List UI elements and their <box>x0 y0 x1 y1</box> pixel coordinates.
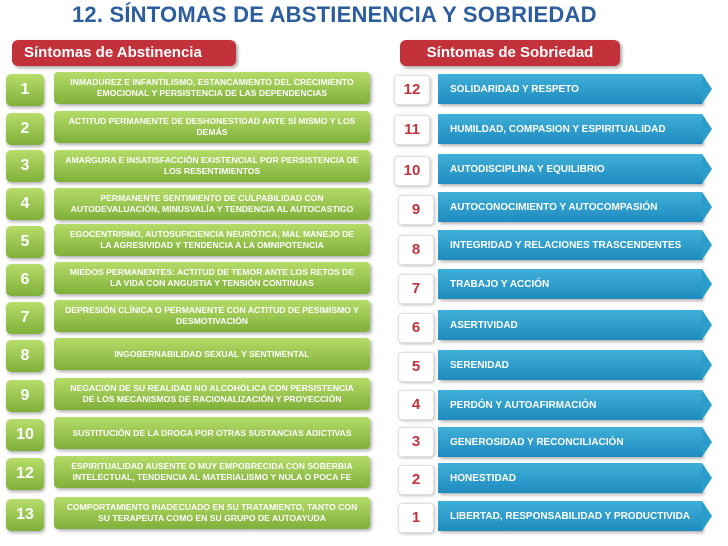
abstinence-item: PERMANENTE SENTIMIENTO DE CULPABILIDAD CON AUTODEVALUACIÓN, MINUSVALÍA Y TENDENCIA AL AUTOCASTIGO <box>54 188 370 220</box>
abstinence-header: Síntomas de Abstinencia <box>12 40 236 66</box>
abstinence-item: INMADUREZ E INFANTILISMO, ESTANCAMIENTO DEL CRECIMIENTO EMOCIONAL Y PERSISTENCIA DE LAS DEPENDENCIAS <box>54 72 370 104</box>
sobriety-number: 8 <box>398 235 434 265</box>
sobriety-number: 9 <box>398 195 434 225</box>
abstinence-number: 4 <box>6 188 44 220</box>
sobriety-item: HONESTIDAD <box>438 463 702 493</box>
sobriety-item: INTEGRIDAD Y RELACIONES TRASCENDENTES <box>438 230 702 260</box>
sobriety-item: SERENIDAD <box>438 350 702 380</box>
abstinence-item: EGOCENTRISMO, AUTOSUFICIENCIA NEURÓTICA, MAL MANEJO DE LA AGRESIVIDAD Y TENDENCIA A LA OMNIPOTENCIA <box>54 224 370 256</box>
abstinence-item: MIEDOS PERMANENTES: ACTITUD DE TEMOR ANTE LOS RETOS DE LA VIDA CON ANGUSTIA Y TENSIÓN CONTINUAS <box>54 262 370 294</box>
sobriety-number: 10 <box>394 156 430 186</box>
sobriety-number: 11 <box>394 115 430 145</box>
page-title: 12. SÍNTOMAS DE ABSTIENENCIA Y SOBRIEDAD <box>72 2 597 27</box>
abstinence-number: 7 <box>6 302 44 334</box>
sobriety-number: 7 <box>398 274 434 304</box>
sobriety-number: 12 <box>394 75 430 105</box>
abstinence-item: ACTITUD PERMANENTE DE DESHONESTIDAD ANTE SÍ MISMO Y LOS DEMÁS <box>54 111 370 143</box>
sobriety-item: PERDÓN Y AUTOAFIRMACIÓN <box>438 390 702 420</box>
abstinence-item: SUSTITUCIÓN DE LA DROGA POR OTRAS SUSTANCIAS ADICTIVAS <box>54 417 370 449</box>
abstinence-number: 10 <box>6 419 44 451</box>
sobriety-item: LIBERTAD, RESPONSABILIDAD Y PRODUCTIVIDA <box>438 501 702 531</box>
sobriety-item: AUTODISCIPLINA Y EQUILIBRIO <box>438 154 702 184</box>
abstinence-item: NEGACIÓN DE SU REALIDAD NO ALCOHÓLICA CON PERSISTENCIA DE LOS MECANISMOS DE RACIONALIZACIÓN Y PROYECCIÓN <box>54 378 370 410</box>
sobriety-item: HUMILDAD, COMPASION Y ESPIRITUALIDAD <box>438 114 702 144</box>
sobriety-item: SOLIDARIDAD Y RESPETO <box>438 74 702 104</box>
sobriety-number: 5 <box>398 352 434 382</box>
sobriety-item: TRABAJO Y ACCIÓN <box>438 269 702 299</box>
sobriety-number: 2 <box>398 465 434 495</box>
abstinence-item: ESPIRITUALIDAD AUSENTE O MUY EMPOBRECIDA CON SOBERBIA INTELECTUAL, TENDENCIA AL MATERIALISMO Y NULA O POCA FE <box>54 456 370 488</box>
sobriety-item: GENEROSIDAD Y RECONCILIACIÓN <box>438 427 702 457</box>
abstinence-number: 13 <box>6 499 44 531</box>
abstinence-number: 12 <box>6 458 44 490</box>
abstinence-item: INGOBERNABILIDAD SEXUAL Y SENTIMENTAL <box>54 338 370 370</box>
sobriety-header: Síntomas de Sobriedad <box>400 40 620 66</box>
abstinence-item: DEPRESIÓN CLÍNICA O PERMANENTE CON ACTITUD DE PESIMISMO Y DESMOTIVACIÓN <box>54 300 370 332</box>
sobriety-number: 3 <box>398 427 434 457</box>
abstinence-item: AMARGURA E INSATISFACCIÓN EXISTENCIAL POR PERSISTENCIA DE LOS RESENTIMIENTOS <box>54 150 370 182</box>
abstinence-number: 3 <box>6 150 44 182</box>
sobriety-number: 1 <box>398 503 434 533</box>
sobriety-item: AUTOCONOCIMIENTO Y AUTOCOMPASIÓN <box>438 192 702 222</box>
abstinence-number: 6 <box>6 264 44 296</box>
sobriety-number: 4 <box>398 390 434 420</box>
abstinence-number: 8 <box>6 340 44 372</box>
abstinence-number: 9 <box>6 380 44 412</box>
abstinence-item: COMPORTAMIENTO INADECUADO EN SU TRATAMIENTO, TANTO CON SU TERAPEUTA COMO EN SU GRUPO DE AUTOAYUDA <box>54 497 370 529</box>
sobriety-number: 6 <box>398 313 434 343</box>
abstinence-number: 2 <box>6 113 44 145</box>
abstinence-number: 1 <box>6 74 44 106</box>
sobriety-item: ASERTIVIDAD <box>438 310 702 340</box>
abstinence-number: 5 <box>6 226 44 258</box>
